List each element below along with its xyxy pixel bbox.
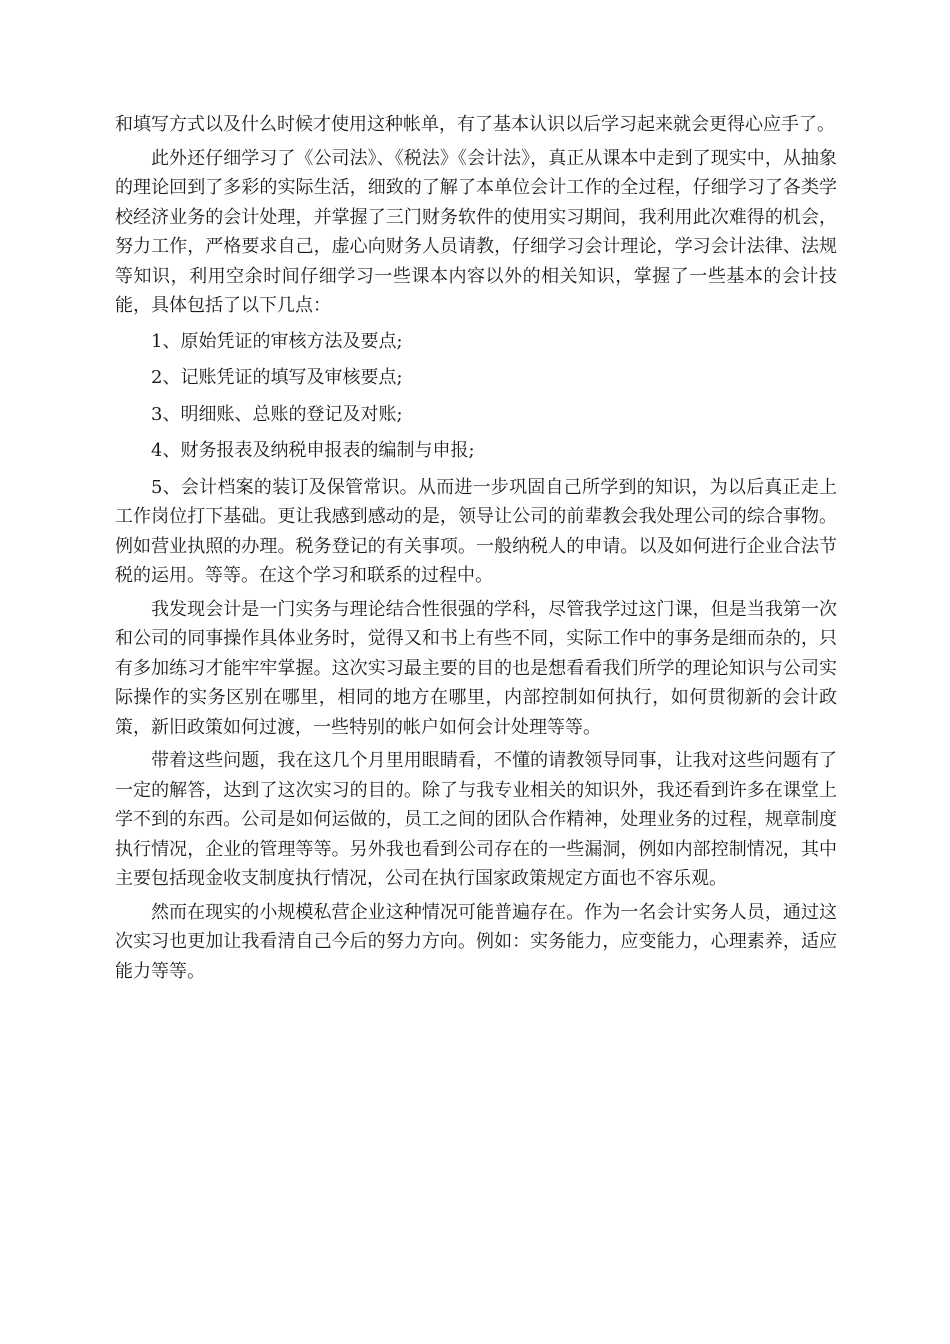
paragraph-study-laws: 此外还仔细学习了《公司法》、《税法》《会计法》，真正从课本中走到了现实中，从抽象的理论回到了多彩的实际生活，细致的了解了本单位会计工作的全过程，仔细学习了各类学校经济业务的会计处理，并掌握了三门财务软件的使用实习期间，我利用此次难得的机会，努力工作，严格要求自己，虚心向财务人员请教，仔细学习会计理论，学习会计法律、法规等知识，利用空余时间仔细学习一些课本内容以外的相关知识，掌握了一些基本的会计技能，具体包括了以下几点： bbox=[115, 147, 837, 316]
paragraph-discovery: 我发现会计是一门实务与理论结合性很强的学科，尽管我学过这门课，但是当我第一次和公司的同事操作具体业务时，觉得又和书上有些不同，实际工作中的事务是细而杂的，只有多加练习才能牢牢掌握。这次实习最主要的目的也是想看看我们所学的理论知识与公司实际操作的实务区别在哪里，相同的地方在哪里，内部控制如何执行，如何贯彻新的会计政策，新旧政策如何过渡，一些特别的帐户如何会计处理等等。 bbox=[115, 598, 837, 738]
list-item-4: 4、财务报表及纳税申报表的编制与申报; bbox=[151, 440, 475, 461]
list-item-2: 2、记账凭证的填写及审核要点; bbox=[151, 367, 403, 388]
paragraph-continuation: 和填写方式以及什么时候才使用这种帐单，有了基本认识以后学习起来就会更得心应手了。 bbox=[115, 114, 835, 135]
list-item-1: 1、原始凭证的审核方法及要点; bbox=[151, 330, 403, 352]
paragraph-conclusion: 然而在现实的小规模私营企业这种情况可能普遍存在。作为一名会计实务人员，通过这次实习也更加让我看清自己今后的努力方向。例如：实务能力，应变能力，心理素养，适应能力等等。 bbox=[115, 901, 837, 982]
paragraph-list-item-5: 5、会计档案的装订及保管常识。从而进一步巩固自己所学到的知识，为以后真正走上工作岗位打下基础。更让我感到感动的是，领导让公司的前辈教会我处理公司的综合事物。例如营业执照的办理。税务登记的有关事项。一般纳税人的申请。以及如何进行企业合法节税的运用。等等。在这个学习和联系的过程中。 bbox=[115, 476, 837, 586]
list-item-3: 3、明细账、总账的登记及对账; bbox=[151, 403, 403, 425]
document-page bbox=[115, 110, 837, 986]
paragraph-questions: 带着这些问题，我在这几个月里用眼睛看，不懂的请教领导同事，让我对这些问题有了一定的解答，达到了这次实习的目的。除了与我专业相关的知识外，我还看到许多在课堂上学不到的东西。公司是如何运做的，员工之间的团队合作精神，处理业务的过程，规章制度执行情况，企业的管理等等。另外我也看到公司存在的一些漏洞，例如内部控制情况，其中主要包括现金收支制度执行情况，公司在执行国家政策规定方面也不容乐观。 bbox=[115, 750, 837, 889]
